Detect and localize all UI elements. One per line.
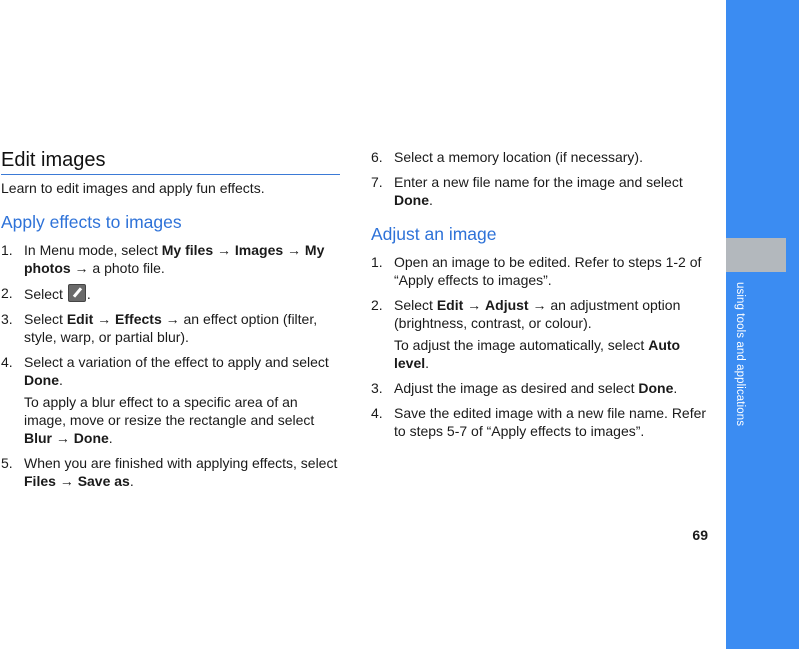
step-note: To apply a blur effect to a specific area of an image, move or resize the rectangle and select Blur → Done.: [24, 394, 315, 446]
left-column: [0, 148, 340, 497]
apply-steps: [0, 241, 340, 490]
page-number: 69: [692, 527, 708, 543]
arrow-icon: →: [55, 430, 70, 446]
arrow-icon: →: [287, 242, 302, 258]
list-item: 5. When you are finished with applying effects, select Files → Save as.: [1, 455, 338, 489]
list-item: 2. Select .: [1, 285, 91, 302]
list-item: 7. Enter a new file name for the image and select Done.: [371, 174, 683, 208]
arrow-icon: →: [165, 311, 180, 327]
arrow-icon: →: [532, 297, 547, 313]
apply-steps-continued: [370, 148, 710, 209]
section-title: Edit images: [1, 148, 340, 175]
right-column: [370, 148, 710, 447]
step-note: To adjust the image automatically, select Auto level.: [394, 337, 681, 371]
list-item: 2. Select Edit → Adjust → an adjustment option (brightness, contrast, or colour). To adjust the image automatically, select Auto level.: [370, 296, 710, 372]
arrow-icon: →: [467, 297, 482, 313]
list-item: 1. Open an image to be edited. Refer to steps 1-2 of “Apply effects to images”.: [371, 254, 702, 288]
arrow-icon: →: [97, 311, 112, 327]
list-item: 1. In Menu mode, select My files → Images → My photos → a photo file.: [1, 242, 325, 276]
arrow-icon: →: [59, 473, 74, 489]
intro-text: Learn to edit images and apply fun effects.: [1, 180, 265, 196]
arrow-icon: →: [74, 260, 89, 276]
adjust-heading: Adjust an image: [371, 224, 497, 244]
list-item: 3. Adjust the image as desired and select Done.: [371, 380, 678, 396]
edit-image-icon: [68, 284, 86, 302]
list-item: 4. Select a variation of the effect to apply and select Done. To apply a blur effect to a specific area of an image, move or resize the rectangle and select Blur → Done.: [0, 353, 340, 447]
apply-heading: Apply effects to images: [1, 212, 182, 232]
arrow-icon: →: [217, 242, 231, 258]
list-item: 6. Select a memory location (if necessary).: [371, 149, 643, 165]
chapter-tab: [726, 238, 786, 272]
adjust-steps: [370, 253, 710, 440]
chapter-label: using tools and applications: [734, 282, 746, 427]
list-item: 3. Select Edit → Effects → an effect option (filter, style, warp, or partial blur).: [1, 311, 318, 345]
list-item: 4. Save the edited image with a new file name. Refer to steps 5-7 of “Apply effects to images”.: [371, 405, 707, 439]
